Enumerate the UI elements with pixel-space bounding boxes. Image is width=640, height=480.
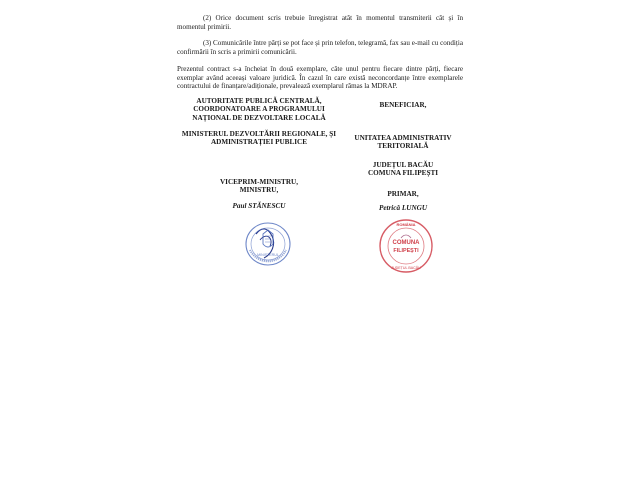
right-signatory-role: PRIMAR,: [387, 190, 419, 198]
right-county-name: JUDEȚUL BACĂU: [372, 161, 434, 169]
left-signatory-role: VICEPRIM-MINISTRU, MINISTRU,: [219, 178, 299, 195]
commune-stamp-center-2: FILIPEȘTI: [393, 248, 419, 254]
commune-stamp-bottom-text: JUDEȚUL BACĂU: [391, 266, 421, 270]
ministry-stamp-text: MINISTERUL: [257, 253, 279, 257]
commune-stamp-top-text: ROMÂNIA: [396, 222, 416, 227]
right-unit-name: UNITATEA ADMINISTRATIV TERITORIALĂ: [354, 134, 452, 151]
paragraph-2: (2) Orice document scris trebuie înregistrat atât în momentul transmiterii cât și în momentul primirii.: [177, 14, 463, 31]
left-ministry-name: MINISTERUL DEZVOLTĂRII REGIONALE, ȘI ADMINISTRAȚIEI PUBLICE: [181, 130, 337, 147]
commune-stamp-center-1: COMUNA: [392, 240, 420, 246]
ministry-stamp-icon: [232, 214, 300, 270]
right-commune-name: COMUNA FILIPEȘTI: [367, 169, 439, 177]
paragraph-3: (3) Comunicările între părți se pot face și prin telefon, telegramă, fax sau e-mail cu condiția confirmării în scris a primirii comunicării.: [177, 39, 463, 56]
right-party-label: BENEFICIAR,: [379, 101, 427, 109]
right-signatory-name: Petrică LUNGU: [378, 204, 428, 212]
left-signatory-name: Paul STĂNESCU: [232, 202, 286, 210]
commune-stamp-icon: [374, 216, 438, 276]
paragraph-final: Prezentul contract s-a încheiat în două exemplare, câte unul pentru fiecare dintre părți, fiecare exemplar având aceeași valoare juridică. În cazul în care există neconcordanțe între exemplarele contractului de finanțare/adiționale, prevalează exemplarul rămas la MDRAP.: [177, 65, 463, 91]
left-authority-title: AUTORITATE PUBLICĂ CENTRALĂ, COORDONATOARE A PROGRAMULUI NAȚIONAL DE DEZVOLTARE LOCALĂ: [192, 97, 326, 122]
